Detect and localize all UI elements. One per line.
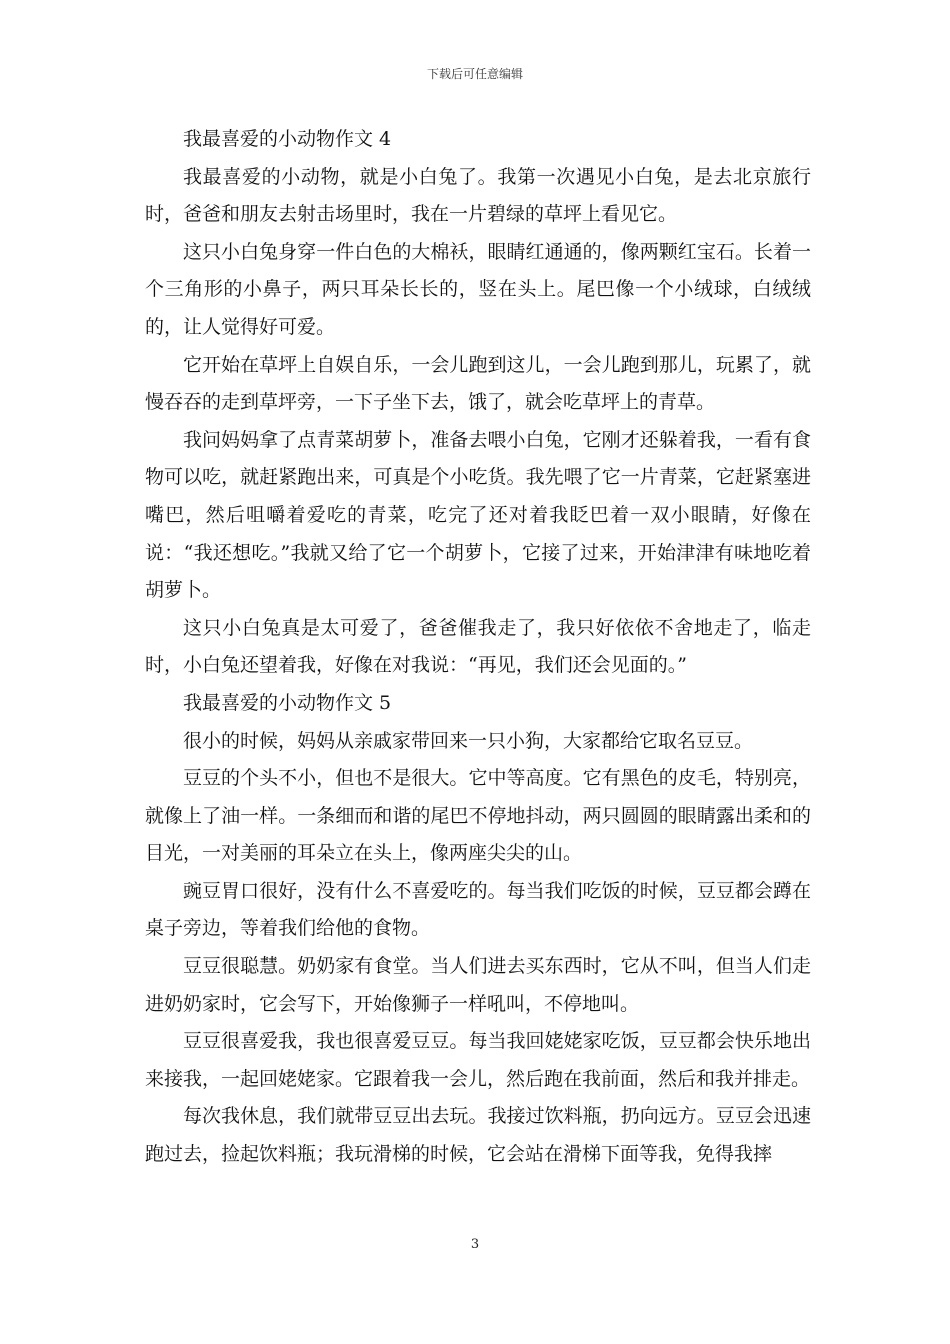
paragraph: 豆豆很喜爱我，我也很喜爱豆豆。每当我回姥姥家吃饭，豆豆都会快乐地出来接我，一起回姥姥家。它跟着我一会儿，然后跑在我前面，然后和我并排走。 <box>145 1030 811 1090</box>
paragraph: 这只小白兔真是太可爱了，爸爸催我走了，我只好依依不舍地走了，临走时，小白兔还望着我，好像在对我说：“再见，我们还会见面的。” <box>145 616 811 677</box>
page-header: 下载后可任意编辑 <box>426 67 523 81</box>
paragraph: 豆豆很聪慧。奶奶家有食堂。当人们进去买东西时，它从不叫，但当人们走进奶奶家时，它会写下，开始像狮子一样吼叫，不停地叫。 <box>145 955 811 1015</box>
paragraph: 我问妈妈拿了点青菜胡萝卜，准备去喂小白兔，它刚才还躲着我，一看有食物可以吃，就赶紧跑出来，可真是个小吃货。我先喂了它一片青菜，它赶紧塞进嘴巴，然后咀嚼着爱吃的青菜，吃完了还对着我眨巴着一双小眼睛，好像在说：“我还想吃。”我就又给了它一个胡萝卜，它接了过来，开始津津有味地吃着胡萝卜。 <box>145 428 811 602</box>
paragraph: 豆豆的个头不小，但也不是很大。它中等高度。它有黑色的皮毛，特别亮，就像上了油一样。一条细而和谐的尾巴不停地抖动，两只圆圆的眼睛露出柔和的目光，一对美丽的耳朵立在头上，像两座尖尖的山。 <box>145 767 811 865</box>
page-number: 3 <box>470 1237 480 1252</box>
paragraph: 我最喜爱的小动物，就是小白兔了。我第一次遇见小白兔，是去北京旅行时，爸爸和朋友去射击场里时，我在一片碧绿的草坪上看见它。 <box>145 165 811 226</box>
paragraph: 每次我休息，我们就带豆豆出去玩。我接过饮料瓶，扔向远方。豆豆会迅速跑过去，捡起饮料瓶；我玩滑梯的时候，它会站在滑梯下面等我，免得我摔 <box>145 1105 811 1166</box>
document-body <box>145 121 811 1174</box>
essay-title-5: 我最喜爱的小动物作文 5 <box>183 691 392 714</box>
paragraph: 它开始在草坪上自娱自乐，一会儿跑到这儿，一会儿跑到那儿，玩累了，就慢吞吞的走到草坪旁，一下子坐下去，饿了，就会吃草坪上的青草。 <box>145 353 811 414</box>
essay-title-4: 我最喜爱的小动物作文 4 <box>183 128 392 150</box>
paragraph: 很小的时候，妈妈从亲戚家带回来一只小狗，大家都给它取名豆豆。 <box>183 729 754 752</box>
paragraph: 这只小白兔身穿一件白色的大棉袄，眼睛红通通的，像两颗红宝石。长着一个三角形的小鼻子，两只耳朵长长的，竖在头上。尾巴像一个小绒球，白绒绒的，让人觉得好可爱。 <box>145 240 811 338</box>
paragraph: 豌豆胃口很好，没有什么不喜爱吃的。每当我们吃饭的时候，豆豆都会蹲在桌子旁边，等着我们给他的食物。 <box>145 879 811 940</box>
